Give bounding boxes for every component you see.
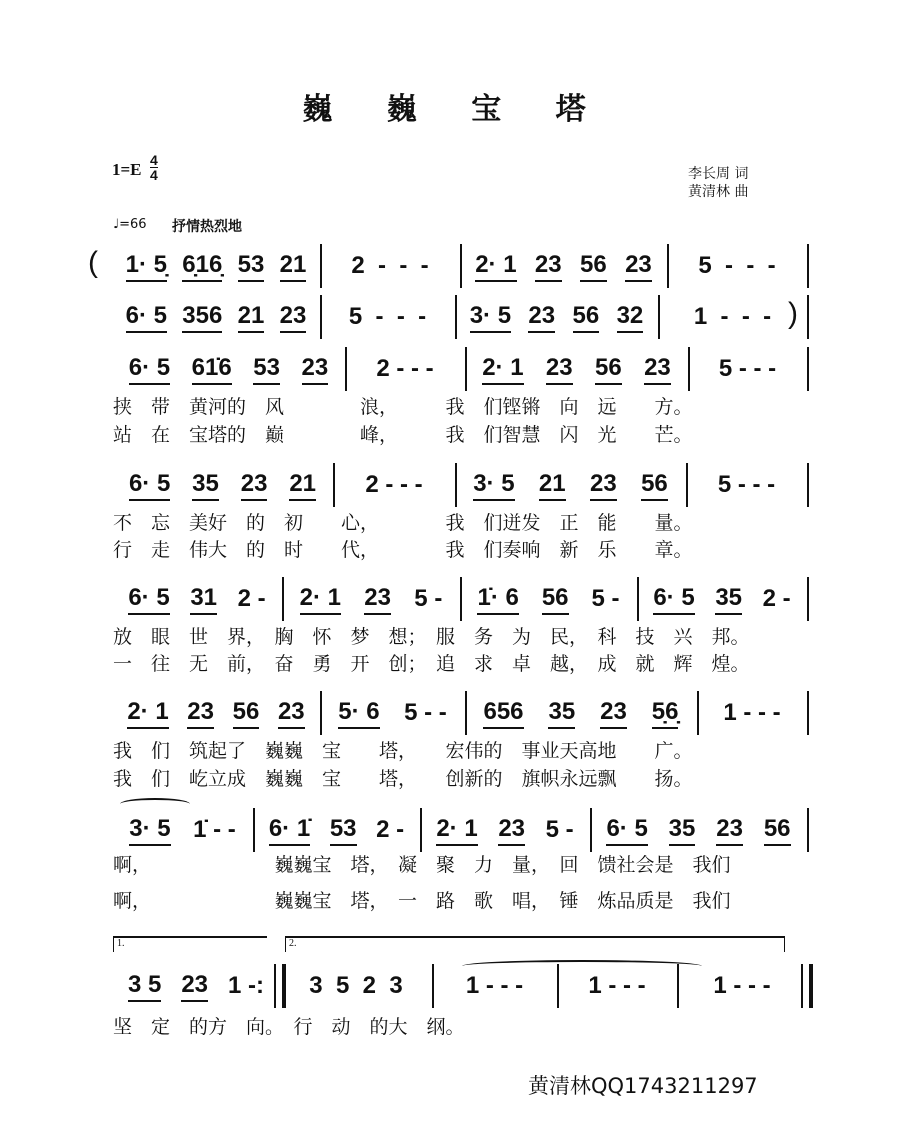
note-group: 56 (573, 303, 600, 333)
staff-system (0, 972, 910, 1012)
note-group: 1 - - - (693, 303, 772, 330)
staff-system (0, 471, 910, 511)
close-paren: ) (788, 297, 798, 330)
tie-mark (462, 960, 702, 972)
note-group: 2· 1 (482, 355, 523, 385)
volta-first-ending: 1. (113, 936, 267, 952)
slur-mark (120, 798, 190, 810)
measure (465, 355, 688, 385)
note-group: 23 (241, 471, 268, 501)
lyricist-credit: 李长周 词 (688, 166, 749, 182)
staff-system (0, 246, 910, 292)
note-group: 31 (190, 585, 217, 615)
barline (807, 577, 809, 621)
note-group: 23 (364, 585, 391, 615)
time-bottom: 4 (150, 167, 158, 183)
note-group: 1̇ - - (193, 816, 236, 843)
measure (460, 252, 667, 282)
note-group: 23 (302, 355, 329, 385)
note-group: 35 (548, 699, 575, 729)
measure (697, 699, 807, 729)
note-group: 56 (542, 585, 569, 615)
note-group: 2 - (376, 816, 405, 843)
composer-credit: 黄清林 曲 (688, 184, 749, 200)
measure (112, 816, 253, 846)
note-group: 6· 5 (129, 355, 170, 385)
note-group: 5 - - - (717, 471, 776, 498)
note-group: 2 - (762, 585, 791, 612)
note-group: 1 - - - (713, 972, 771, 999)
note-group: 5 - - - (698, 252, 776, 279)
barline (801, 964, 813, 1008)
measure (112, 355, 345, 385)
note-group: 35 (192, 471, 219, 501)
staff-system (0, 355, 910, 395)
time-signature (150, 153, 158, 182)
lyric-line: 站 在 宝塔的 巅 峰， 我 们智慧 闪 光 芒。 (113, 424, 693, 446)
note-group: 35 (669, 816, 696, 846)
note-group: 53 (330, 816, 357, 846)
note-group: 2· 1 (300, 585, 341, 615)
lyric-line: 放 眼 世 界， 胸 怀 梦 想； 服 务 为 民， 科 技 兴 邦。 (113, 626, 750, 648)
tempo-marking: ♩=66 (113, 217, 147, 232)
measure (557, 972, 677, 1002)
time-top: 4 (150, 152, 158, 168)
note-group: 2· 1 (127, 699, 168, 729)
note-group: 3 5 2 3 (309, 972, 403, 999)
measure (686, 471, 807, 501)
measure (455, 471, 686, 501)
measure (420, 816, 590, 846)
note-group: 56 (580, 252, 607, 282)
note-group: 2 - (237, 585, 266, 612)
note-group: 5 - (545, 816, 574, 843)
note-group: 23 (280, 303, 307, 333)
note-group: 3· 5 (473, 471, 514, 501)
note-group: 2 - - - (365, 471, 423, 498)
measure (677, 972, 807, 1002)
note-group: 6· 5 (126, 303, 167, 333)
measure (282, 585, 460, 615)
note-group: 2· 1 (436, 816, 477, 846)
note-group: 35 (715, 585, 742, 615)
measure (112, 471, 333, 501)
note-group: 3· 5 (129, 816, 170, 846)
note-group: 5 - (414, 585, 443, 612)
note-group: 23 (535, 252, 562, 282)
measure (112, 972, 280, 1002)
note-group: 2 - - - (351, 252, 429, 279)
note-group: 5 - - (404, 699, 447, 726)
barline (807, 295, 809, 339)
note-group: 6· 1̇ (269, 816, 310, 846)
note-group: 1 - - - (723, 699, 781, 726)
note-group: 356 (182, 303, 222, 333)
measure (112, 585, 282, 615)
measure (637, 585, 807, 615)
staff-system (0, 585, 910, 625)
note-group: 61̇6 (192, 355, 232, 385)
note-group: 3 5 (128, 972, 161, 1002)
note-group: 23 (590, 471, 617, 501)
note-group: 23 (278, 699, 305, 729)
note-group: 23 (528, 303, 555, 333)
note-group: 6· 5 (606, 816, 647, 846)
measure (460, 585, 637, 615)
note-group: 23 (716, 816, 743, 846)
barline (807, 463, 809, 507)
note-group: 5 - - - (348, 303, 427, 330)
note-group: 1· 5̣ (126, 252, 167, 282)
note-group: 5̣6̣ (652, 699, 679, 729)
measure (112, 699, 320, 729)
measure (333, 471, 455, 501)
note-group: 23 (600, 699, 627, 729)
volta-second-ending: 2. (285, 936, 785, 952)
lyric-line: 啊， 巍巍宝 塔， 凝 聚 力 量， 回 馈社会是 我们 (113, 854, 731, 876)
note-group: 23 (181, 972, 208, 1002)
open-paren: ( (88, 246, 98, 279)
lyric-line: 挟 带 黄河的 风 浪， 我 们铿锵 向 远 方。 (113, 396, 693, 418)
note-group: 5· 6 (338, 699, 379, 729)
note-group: 6· 5 (128, 585, 169, 615)
lyric-line: 坚 定 的方 向。 行 动 的大 纲。 (113, 1016, 465, 1038)
note-group: 2· 1 (475, 252, 516, 282)
measure (320, 699, 465, 729)
note-group: 1̇· 6 (477, 585, 518, 615)
note-group: 5 - (591, 585, 620, 612)
barline (807, 691, 809, 735)
lyric-line: 我 们 屹立成 巍巍 宝 塔， 创新的 旗帜永远飘 扬。 (113, 768, 693, 790)
measure (432, 972, 557, 1002)
lyric-line: 不 忘 美好 的 初 心， 我 们迸发 正 能 量。 (113, 512, 693, 534)
measure (253, 816, 420, 846)
note-group: 56 (595, 355, 622, 385)
song-title: 巍 巍 宝 塔 (302, 92, 608, 127)
note-group: 21 (280, 252, 307, 282)
note-group: 23 (546, 355, 573, 385)
barline (807, 244, 809, 288)
note-group: 1 -: (228, 972, 264, 999)
note-group: 23 (498, 816, 525, 846)
note-group: 6̣16̣ (182, 252, 222, 282)
note-group: 53 (238, 252, 265, 282)
lyric-line: 啊， 巍巍宝 塔， 一 路 歌 唱， 锤 炼品质是 我们 (113, 890, 731, 912)
lyric-line: 一 往 无 前， 奋 勇 开 创； 追 求 卓 越， 成 就 辉 煌。 (113, 653, 750, 675)
barline (807, 808, 809, 852)
measure (320, 303, 455, 333)
lyric-line: 我 们 筑起了 巍巍 宝 塔， 宏伟的 事业天高地 广。 (113, 740, 693, 762)
measure (667, 252, 807, 282)
note-group: 23 (644, 355, 671, 385)
note-group: 3· 5 (470, 303, 511, 333)
note-group: 23 (625, 252, 652, 282)
note-group: 21 (238, 303, 265, 333)
note-group: 5 - - - (718, 355, 777, 382)
footer-contact: 黄清林QQ1743211297 (528, 1074, 758, 1098)
note-group: 56 (764, 816, 791, 846)
measure (280, 972, 432, 1002)
barline (807, 347, 809, 391)
measure (465, 699, 697, 729)
note-group: 21 (289, 471, 316, 501)
note-group: 56 (641, 471, 668, 501)
note-group: 32 (617, 303, 644, 333)
measure (658, 303, 807, 333)
note-group: 2 - - - (376, 355, 434, 382)
note-group: 23 (187, 699, 214, 729)
staff-system (0, 297, 910, 343)
key-signature: 1=E (112, 160, 142, 179)
measure (688, 355, 807, 385)
lyric-line: 行 走 伟大 的 时 代， 我 们奏响 新 乐 章。 (113, 539, 693, 561)
measure (320, 252, 460, 282)
note-group: 1 - - - (465, 972, 524, 999)
note-group: 6· 5 (653, 585, 694, 615)
note-group: 6· 5 (129, 471, 170, 501)
note-group: 53 (253, 355, 280, 385)
note-group: 21 (539, 471, 566, 501)
measure (112, 303, 320, 333)
note-group: 56 (233, 699, 260, 729)
measure (590, 816, 807, 846)
note-group: 656 (483, 699, 523, 729)
measure (112, 252, 320, 282)
note-group: 1 - - - (588, 972, 646, 999)
expression-marking: 抒情热烈地 (172, 219, 242, 235)
measure (455, 303, 658, 333)
measure (345, 355, 465, 385)
staff-system (0, 699, 910, 739)
